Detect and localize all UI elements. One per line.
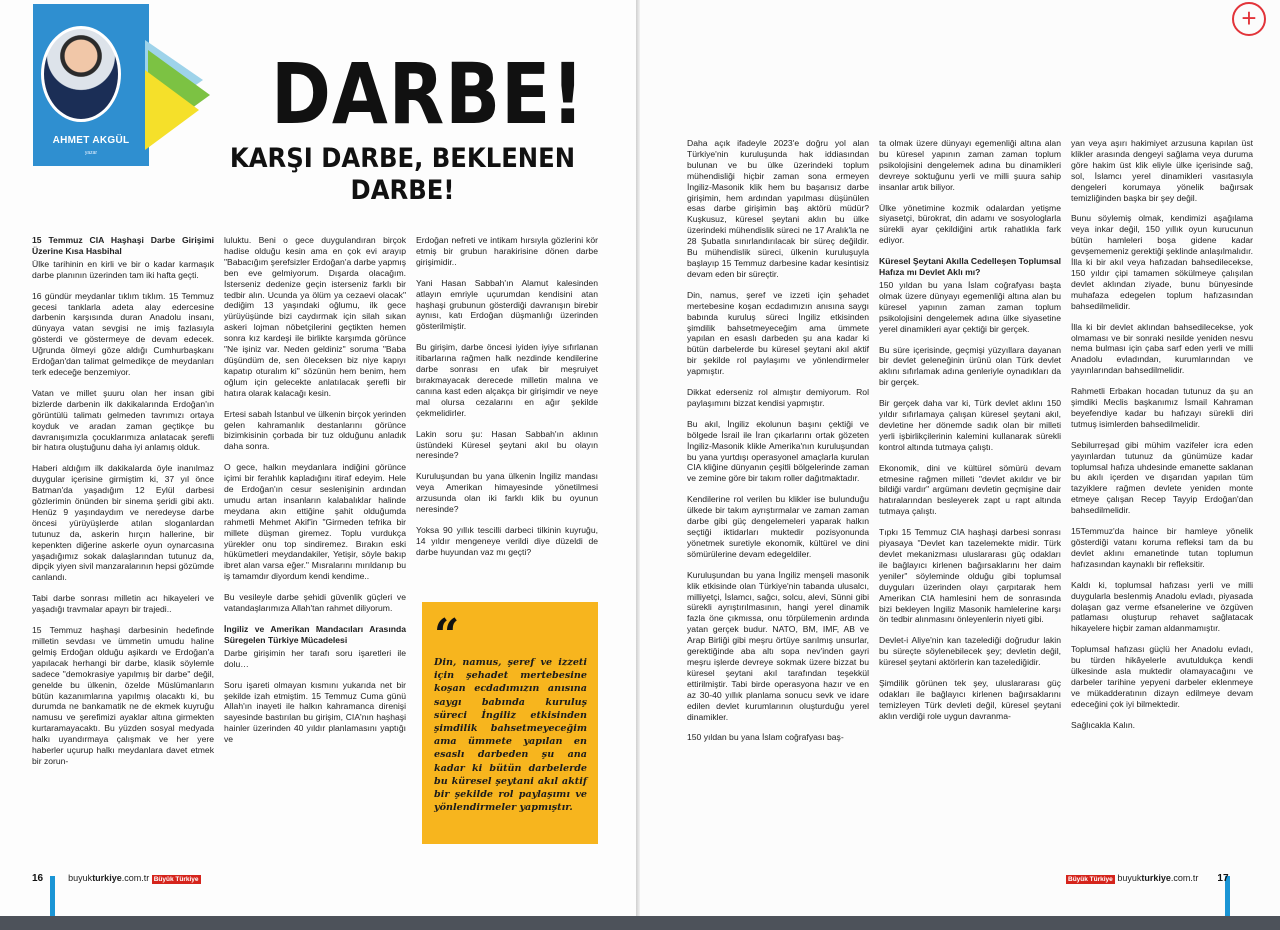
paragraph: Dikkat ederseniz rol almıştır demiyorum. Rol paylaşımını bizzat kendisi yapmıştır. <box>687 387 869 408</box>
decor-triangle-yellow <box>145 70 199 150</box>
left-page <box>0 0 636 916</box>
section-heading: Küresel Şeytani Akılla Cedelleşen Toplumsal Hafıza mı Devlet Aklı mı? <box>879 256 1061 278</box>
article-column-6 <box>1071 138 1253 741</box>
article-column-2 <box>224 235 406 755</box>
brand-badge: Büyük Türkiye <box>1068 876 1113 883</box>
paragraph: Ertesi sabah İstanbul ve ülkenin birçok yerinden gelen kahramanlık destanlarını görünce bizimkisinin çorbada bir tuz olduğunu anladık daha sonra. <box>224 408 407 452</box>
section-heading: İngiliz ve Amerikan Mandacıları Arasında Süregelen Türkiye Mücadelesi <box>224 624 406 645</box>
section-heading: 15 Temmuz CIA Haşhaşi Darbe Girişimi Üzerine Kısa Hasbihal <box>32 235 214 256</box>
paragraph: Kaldı ki, toplumsal hafızası yerli ve milli duygularla beslenmiş Anadolu evladı, piyasada dolaşan gaz verme efsanelerine ve özgüven patlaması oluşturup rehavet sağlatacak hikayelere hiçbir zaman aldanmamıştır. <box>1071 579 1253 634</box>
paragraph: yan veya aşırı hakimiyet arzusuna kapılan üst klikler arasında dengeyi sağlama veya duruma göre hakim üst klik eliyle ülke içerisinde sağ, sol, İslamcı yerel dinamikleri vasıtasıyla dengeleri korumaya yönelik bağırsak temizliğinden başka bir şey değil. <box>1071 138 1253 203</box>
paragraph: Darbe girişimin her tarafı soru işaretleri ile dolu… <box>224 647 406 669</box>
paragraph: Kuruluşundan bu yana ülkenin İngiliz mandası veya Amerikan himayesinde yönetilmesi arzusunda olan iki farklı klik bu oyunun neresinde? <box>416 471 598 515</box>
paragraph: 16 gündür meydanlar tıklım tıklım. 15 Temmuz gecesi tanklarla adeta alay edercesine darbenin karşısında duran Anadolu insanı, dünyaya vatan sevgisi ne imiş fazlasıyla gösterdi ve göstermeye de devam edecek. Uğrunda ölmeyi göze aldığı Cumhurbaşkanı Erdoğan'dan talimat gelmedikçe de meydanları terk edeceğe benzemiyor. <box>32 290 214 377</box>
paragraph: Ekonomik, dini ve kültürel sömürü devam etmesine rağmen milleti "devlet akıldır ve bir bildiği vardır" argümanı devletin geçmişine dair hatıralarından besleyerek zapt u rapt altında tutmaya çalıştı. <box>879 462 1061 517</box>
plus-circle-icon[interactable]: + <box>1232 2 1266 36</box>
paragraph: O gece, halkın meydanlara indiğini görünce içimi bir ferahlık kapladığını itiraf edeyim. Hele de Erdoğan'ın cesur seslenişinin ardından umudu artan insanların kalabalıklar halinde meydana akın ettiğine şahit olduğumda rahmetli Mehmet Akif'in "Girmeden tefrika bir millete düşman giremez. Toplu vurdukça yürekler onu top sindiremez. Bırakın eski hükümetleri meydandakiler, Yetişir, söyle bakıp ibret alan varsa eğer." Mısralarını mırıldanıp bu iş tamamdır diyordum kendi kendime.. <box>224 462 406 582</box>
brand-badge: Büyük Türkiye <box>153 876 199 883</box>
paragraph: Bu girişim, darbe öncesi iyiden iyiye sıfırlanan itibarlarına rağmen halk nezdinde kendilerine darbe sonrası en ufak bir meşruiyet bırakmayacak derecede milletin malına ve canına kast eden alçakça bir girişimdir ve neye mal olursa cezalarını en ağır şekilde çekmelidirler. <box>416 342 598 418</box>
paragraph: Daha açık ifadeyle 2023'e doğru yol alan Türkiye'nin kuruluşunda hak iddiasından bulunan ve bu ülke üzerindeki toplum mühendisliği hiçbir zaman sona ermeyen İngiliz-Masonik klik hem bu başarısız darbe girişimin, hem ardından yapılması düşünülen esas darbe girişimin baş aktörü müdür? Kuşkusuz, küresel şeytani aklın bu ülke üzerindeki mühendislik süreci ne 17 Aralık'la ne 28 Şubatla sınırlandırılacak bir süreç değildir. Bu mühendislik süreci, ülkenin kuruluşuyla başlayıp 15 Temmuz darbesine kadar kesintisiz devam eden bir süreçtir. <box>687 138 869 279</box>
paragraph: Toplumsal hafızası güçlü her Anadolu evladı, bu türden hikâyelerle avutuldukça kendi ülkesinde asla muktedir olamayacağını ve darbeler tarihine yepyeni darbeler eklenmeye ve mükadderatının dizayn edilmeye devam edeceğini çok iyi bilmektedir. <box>1071 644 1253 709</box>
paragraph: Tıpkı 15 Temmuz CIA haşhaşi darbesi sonrası piyasaya "Devlet kan tazelemekte midir. Türk devlet mekanizması uluslararası güç odakları ile bağlayıcı kirlenen bağırsaklarını her daim yeniler" söyleminde olduğu gibi toplumsal duyguları üzerinden olayı çarpıtarak hem Amerikan CIA hamlesini hem de sonrasında bizi bekleyen İngiliz Masonik hamlelerine karşı ön tedbir alınmasını önleyenlerin niyeti gibi. <box>879 527 1061 625</box>
paragraph: 150 yıldan bu yana İslam coğrafyası baş- <box>687 732 844 743</box>
paragraph: Kuruluşundan bu yana İngiliz menşeli masonik klik etkisinde olan Türkiye'nin tabanda ulusalcı, milliyetçi, İslamcı, sağcı, solcu, alevi, Sünni gibi sürekli ayrıştırılmasının, hangi yerel dinamik fazla öne çıkmıssa, onu törpülemenin ardında yatan gerçek budur. NATO, BM, IMF, AB ve Arap Birliği gibi meşru örtüye sarılmış unsurlar, gerektiğinde aba altı sopa nev'inden gayri meşru işlerde devreye sokmak üzere bizzat bu küresel şeytani akıl tarafından teşekkül ettirilmiştir. Tabi birde operasyona hazır ve en az 30-40 yıllık planlama sonucu sevk ve idare edilen devlet kurumlarının oluşturduğu yerel dinamikler. <box>687 569 869 722</box>
paragraph: 15Temmuz'da haince bir hamleye yönelik gösterdiği vatanı koruma refleksi tam da bu devlet aklını emanetinde tutan toplumun hafızasından kaynaklı bir refleksitir. <box>1071 526 1253 569</box>
paragraph: Soru işareti olmayan kısmını yukarıda net bir şekilde izah etmiştim. 15 Temmuz Cuma günü Allah'ın inayeti ile halkın kahramanca direnişi sayesinde bastırılan bu girişim, CIA'nın haşhaşi hainler üzerinden 40 yıldır planlamasını yaptığı ve <box>224 679 406 745</box>
paragraph: Bunu söylemiş olmak, kendimizi aşağılama veya inkar değil, 150 yıllık oyun kurucunun bütün hamleleri boşa gidene kadar gevşememeniz gerektiği şeklinde anlaşılmalıdır. İlla ki bir akıl veya hafızadan bahsedilecekse, 150 yıldır çipi tamamen sökülmeye çalışılan devlet aklından ziyade, bunu bünyesinde muhafaza edegelen toplum hafızasından bahsedilmelidir. <box>1071 213 1253 311</box>
pull-quote-text: Din, namus, şeref ve izzeti için şehadet mertebesine koşan ecdadımızın anısına saygı babında kuruluş süreci İngiliz etkisinden şimdilik bahsetmeyeceğim ama ümmete yapılan en esaslı darbeden şu ana kadar ki bütün darbelerde bu küresel şeytani akıl aktif bir şekilde rol paylaşımı ve yönlendirmeler yapmıştır. <box>434 657 587 814</box>
right-footer <box>1066 873 1229 884</box>
author-role: yazar <box>84 150 98 156</box>
paragraph: Ülke yönetimine kozmik odalardan yetişme siyasetçi, bürokrat, din adamı ve sosyologlarla sürekli ayar çekildiğini artık rahatlıkla fark ediyor. <box>879 202 1061 246</box>
paragraph: luluktu. Beni o gece duygulandıran birçok hadise olduğu kesin ama en çok evi arayıp "Babacığım şerefsizler Erdoğan'a darbe yapmış ben eve gelmiyorum. Dışarda olacağım. İsterseniz dedenize geçin isterseniz farklı bir tedbir alın. Ucunda ya ölüm ya cezaevi olacak" dediğim 13 yaşındaki oğlumu, ilk gece yürüyüşünde bizi caydırmak için silah sıkan askeri lojman nöbetçilerini geçtikten hemen sonra kız kardeşi ile birlikte karşımda görünce "Ne işiniz var. Neden geldiniz" soruma "Baba düşündüm de, sen öleceksen biz niye kapıyı kapatıp oturalım ki" sözünün hem benim, hem oğlum için gelecekte anlatılacak şerefli bir hatıra olarak kalacağı kesin. <box>224 235 406 398</box>
paragraph: Bu akıl, İngiliz ekolunun başını çektiği ve bölgede İsrail ile İran çıkarlarını ortak gözeten İngiliz-Masonik klikle Amerika'nın kuruluşundan bu yana yurtdışı operasyonel amaçlarla kurulan CIA kliğine dünyanın çeşitli bölgelerinde zaman ve zemine göre bir takım roller dağıtmaktadır. <box>687 418 869 484</box>
article-column-3 <box>416 235 598 568</box>
page-number: 16 <box>32 873 44 884</box>
article-column-5 <box>879 138 1061 732</box>
site-url[interactable]: buyukturkiye.com.tr <box>68 873 150 883</box>
paragraph: Haberi aldığım ilk dakikalarda öyle inanılmaz duygular içerisine girmiştim ki, 37 yıl önce Batman'da yaşadığım 12 Eylül darbesi gözlerimin önünden bir sinema şeridi gibi aktı. Henüz 9 yaşındaydım ve neredeyse darbe öncesi yürüyüşlerde atılan sloganlardan tutunuz da, askerin hırçın hallerine, bir kepenkten diğerine askerle oyun oynarcasına yaşadığımız sokak dalaşlarından tutunuz da, dipçik yiyen sivil manzaralarının hepsi gözümde canlandı. <box>32 463 214 583</box>
author-photo <box>41 26 121 122</box>
subheadline: KARŞI DARBE, BEKLENEN DARBE! <box>229 143 576 206</box>
paragraph: Bu süre içerisinde, geçmişi yüzyıllara dayanan bir devlet geleneğinin ürünü olan Türk devlet aklını sıfırlamak adına genleriyle oynadıkları da bir gerçek. <box>879 344 1061 388</box>
paragraph: Bu vesileyle darbe şehidi güvenlik güçleri ve vatandaşlarımıza Allah'tan rahmet diliyorum. <box>224 592 406 614</box>
paragraph: 150 yıldan bu yana İslam coğrafyası başta olmak üzere dünyayı egemenliği altına alan bu küresel yapının zaman zaman toplum psikolojisini dengelemek adına ülke siyasetine yerel dinamikleri ayar çektiği bir gerçek. <box>879 279 1061 334</box>
paragraph: Yoksa 90 yıllık tescilli darbeci tilkinin kuyruğu, 14 yıldır mengeneye verildi diye düzeldi de darbe huyundan vaz mı geçti? <box>416 524 598 557</box>
paragraph: Lakin soru şu: Hasan Sabbah'ın aklının üstündeki Küresel şeytani akıl bu olayın neresinde? <box>416 428 598 461</box>
paragraph: Yani Hasan Sabbah'ın Alamut kalesinden atlayın emriyle uçurumdan kendisini atan haşhaşi grubunun gösterdiği davranışın birebir aynısı, katı Erdoğan düşmanlığı üzerinden gösterilmiştir. <box>416 277 598 332</box>
paragraph: Kendilerine rol verilen bu klikler ise bulunduğu ülkede bir takım ayrıştırmalar ve zaman zaman darbe gibi güç dengelemeleri yaparak halkın seçtiği iktidarları muktedir pozisyonunda yönetmek suretiyle ekonomik, kültürel ve dini sömürülerine devam edegeldiler. <box>687 494 869 559</box>
quote-mark-icon: “ <box>434 610 460 661</box>
paragraph: 15 Temmuz haşhaşi darbesinin hedefinde milletin sevdası ve ümmetin umudu haline gelmiş Erdoğan olduğu aşikardı ve Erdoğan'a yapılacak herhangi bir darbe, klasik söylemle sadece "demokrasiye yapılmış bir darbe" değil, genelde bu ülkenin, özelde Müslümanların bütün kazanımlarına yapılmış olacaktı ki, bu durumda ne bankamatik ne de ekmek kuyruğu namusu ve şerefimizi ayaklar altına girmekten kurtaramayacaktı. Bu yüzden sosyal medyada halkı uyandırmaya çalışmak ve her yere haberler uçurup halkı meydanlara davet etmek bir zorun- <box>32 625 214 766</box>
page-number: 17 <box>1217 873 1229 884</box>
paragraph: Din, namus, şeref ve izzeti için şehadet mertebesine koşan ecdadımızın anısına saygı babında kuruluş süreci İngiliz etkisinden şimdilik bahsetmeyeceğim ama ümmete yapılan en esaslı darbeden şu ana kadar ki bütün darbelerde bu küresel şeytani akıl aktif bir şekilde rol paylaşımı ve yönlendirmeler yapmıştır. <box>687 289 869 377</box>
site-url[interactable]: buyukturkiye.com.tr <box>1117 873 1199 883</box>
paragraph: İlla ki bir devlet aklından bahsedilecekse, yok olmaması ve bir sonraki nesilde yeniden nesvu nema bulması için çaba sarf eden yerli ve milli Anadolu evladından, kurumlarından ve yayınlarından bahsedilmelidir. <box>1071 321 1253 376</box>
paragraph: Sağlıcakla Kalın. <box>1071 719 1136 730</box>
article-column-4 <box>687 138 869 753</box>
paragraph: Devlet-i Aliye'nin kan tazelediği doğrudur lakin bu süreçte söylenebilecek şey; devletin değil, küresel şeytani aktörlerin kan tazelediğidir. <box>879 635 1061 668</box>
author-name: AHMET AKGÜL <box>52 135 130 146</box>
paragraph: Bir gerçek daha var ki, Türk devlet aklını 150 yıldır sıfırlamaya çalışan küresel şeytani akıl, devletine her dönemde sadık olan bir milleti yerli işbirlikçilerinin kalemini kullanarak sürekli kontrol altında tutmaya çalıştı. <box>879 398 1061 452</box>
pull-quote <box>422 602 598 844</box>
left-footer <box>32 873 201 884</box>
paragraph: Şimdilik görünen tek şey, uluslararası güç odakları ile bağlayıcı kirlenen bağırsaklarını temizleyen Türk devleti değil, küresel şeytani aklın verdiği role uygun davranma- <box>879 678 1061 721</box>
headline: DARBE! <box>271 45 586 143</box>
paragraph: Sebilurreşad gibi mühim vazifeler icra eden yayınlardan tutunuz da günümüze kadar toplumsal hafıza uhdesinde emanette saklanan bu akılı içerden ve dışarıdan yapılan tüm tazyiklere rağmen devlete yeniden monte etmeye çalışan Recep Tayyip Erdoğan'dan bahsedilmelidir. <box>1071 439 1253 516</box>
paragraph: Vatan ve millet şuuru olan her insan gibi bizlerde darbenin ilk dakikalarında Erdoğan'ın görüntülü talimatı gelmeden tavrımızı ortaya koyduk ve aradan zaman geçtikçe bu davranışımızla çocuklarımıza anlatacak şerefli bir hatıra oluştuğunu daha iyi anlamış olduk. <box>32 387 214 453</box>
author-box <box>33 4 149 166</box>
bottom-strip <box>0 916 1280 930</box>
paragraph: Erdoğan nefreti ve intikam hırsıyla gözlerini kör etmiş bir grubun harakirisine dönen darbe girişimidir.. <box>416 235 598 267</box>
paragraph: Rahmetli Erbakan hocadan tutunuz da şu an şimdiki Meclis başkanımız İsmail Kahraman beyefendiye kadar bu hafızayı sürekli diri tutmuş isimlerden bahsedilmelidir. <box>1071 386 1253 429</box>
paragraph: Ülke tarihinin en kirli ve bir o kadar karmaşık darbe planının üzerinden tam iki hafta geçti. <box>32 258 214 280</box>
paragraph: ta olmak üzere dünyayı egemenliği altına alan bu küresel yapının zaman zaman toplum psikolojisini dengelemek adına bu dinamikleri devreye soktuğunu yerli ve milli şuura sahip insanlar artık biliyor. <box>879 138 1061 192</box>
paragraph: Tabi darbe sonrası milletin acı hikayeleri ve yaşadığı travmalar apayrı bir trajedi.. <box>32 593 214 615</box>
article-column-1 <box>32 235 214 777</box>
